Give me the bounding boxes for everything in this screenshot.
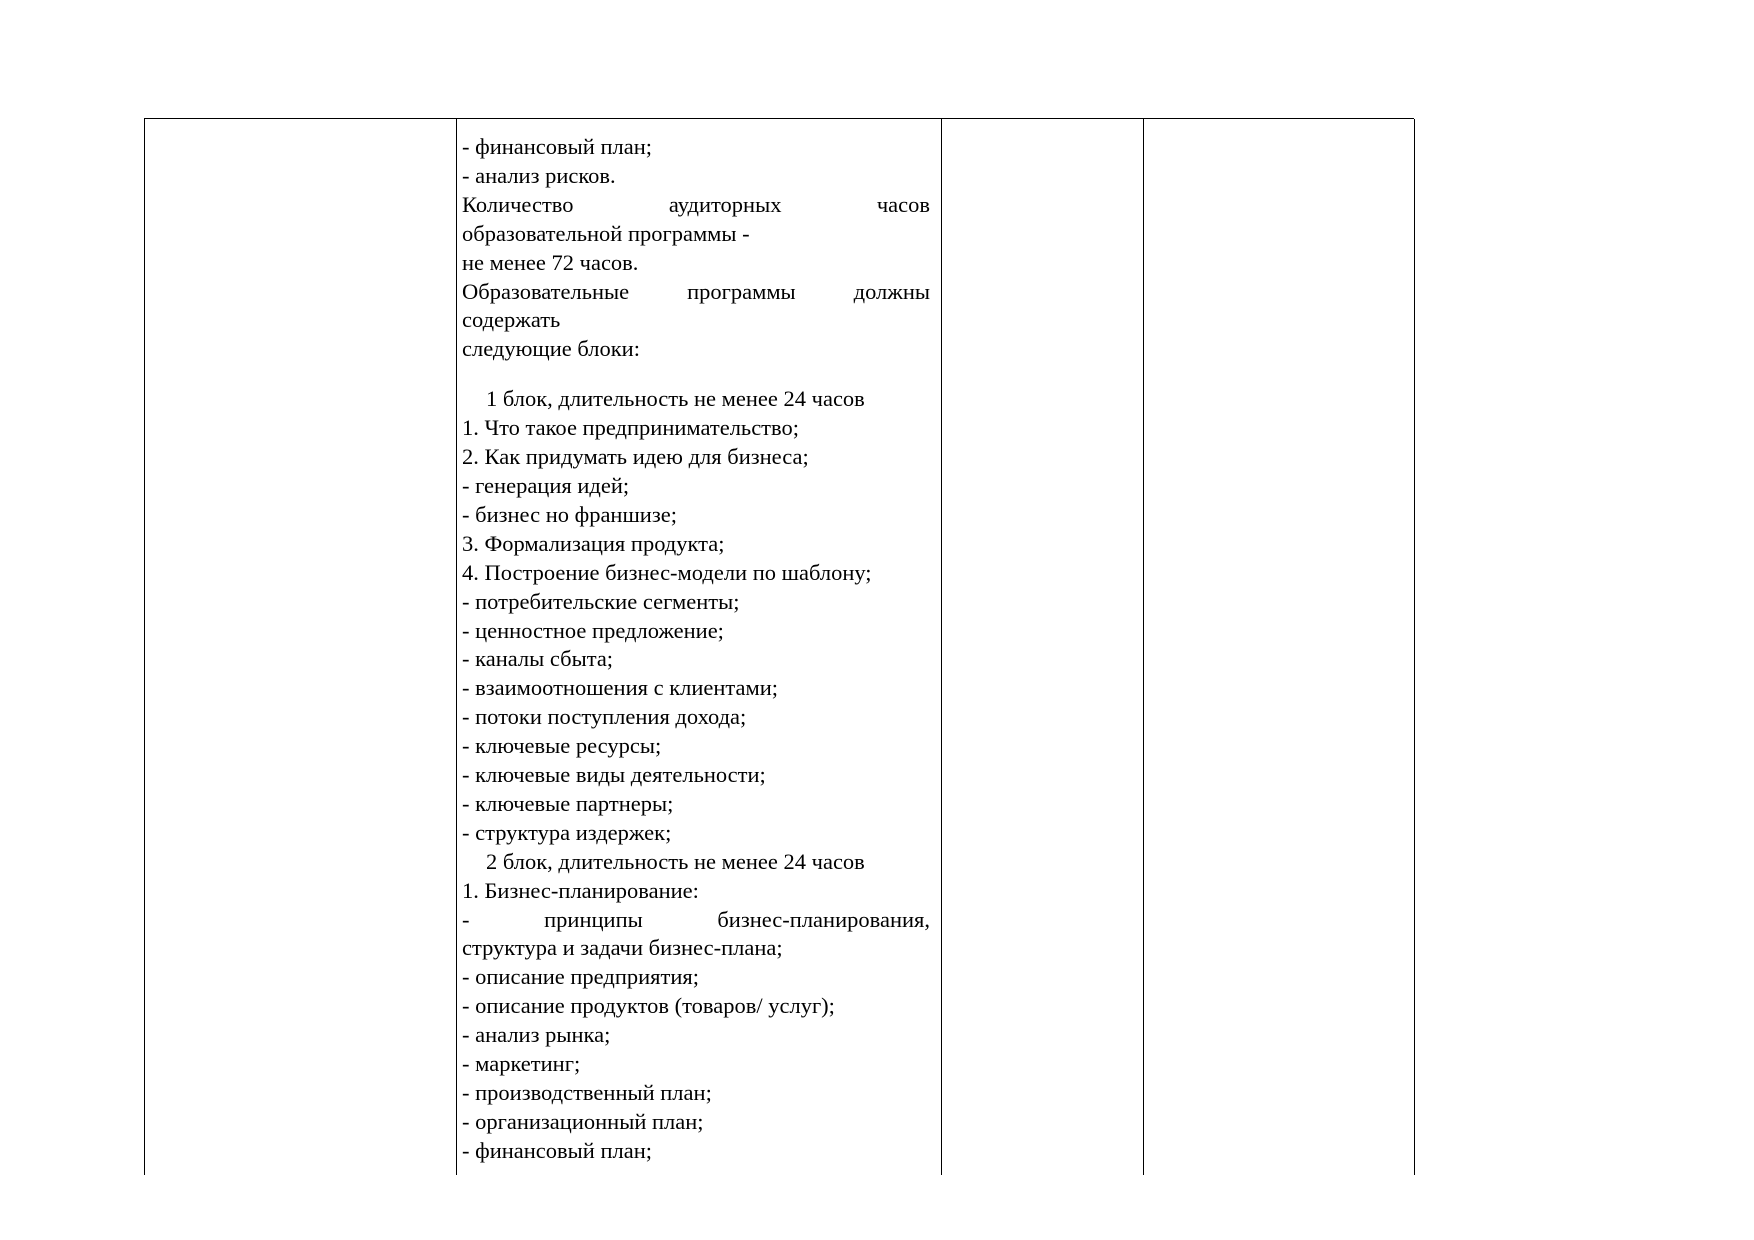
word: должны [853,278,930,304]
table-divider-3 [1143,119,1144,1175]
word: Образовательные [462,278,630,304]
principles-line1 [462,906,930,935]
paragraph-gap [462,364,930,385]
list-item: - производственный план; [462,1080,712,1105]
text-line: - анализ рисков. [462,162,616,188]
table-border-right [1414,119,1415,1175]
list-item: - организационный план; [462,1108,704,1134]
list-item: - описание предприятия; [462,964,699,990]
word: часов [876,191,930,217]
list-item: - бизнес но франшизе; [462,501,677,527]
list-item: - финансовый план; [462,1137,652,1163]
document-table [144,118,1414,1175]
list-item: - потребительские сегменты; [462,588,740,614]
list-item: - структура издержек; [462,819,672,845]
list-item: - анализ рынка; [462,1022,611,1048]
text-line: - финансовый план; [462,134,652,159]
text-line: структура и задачи бизнес-плана; [462,935,783,961]
list-item: 1. Что такое предпринимательство; [462,415,799,441]
word: - [462,906,470,932]
list-item: - каналы сбыта; [462,646,614,672]
word: программы [687,278,796,304]
hours-paragraph-line1 [462,191,930,220]
table-divider-1 [456,119,457,1175]
list-item: 1. Бизнес-планирование: [462,877,699,903]
word: аудиторных [668,191,782,217]
block1-heading: 1 блок, длительность не менее 24 часов [486,386,865,412]
list-item: 4. Построение бизнес-модели по шаблону; [462,559,872,585]
list-item: - ключевые ресурсы; [462,733,662,759]
list-item: - описание продуктов (товаров/ услуг); [462,993,835,1019]
list-item: - генерация идей; [462,472,630,498]
list-item: - ценностное предложение; [462,617,724,643]
blocks-paragraph-line1 [462,278,930,307]
table-border-left [144,119,145,1175]
list-item: 2. Как придумать идею для бизнеса; [462,444,809,470]
list-item: - взаимоотношения с клиентами; [462,675,779,701]
word: принципы [544,906,643,932]
word: бизнес-планирования, [717,906,930,932]
block2-heading: 2 блок, длительность не менее 24 часов [486,848,865,874]
list-item: - маркетинг; [462,1051,581,1077]
text-line: следующие блоки: [462,336,640,362]
table-divider-2 [941,119,942,1175]
text-line: содержать [462,307,561,333]
text-line: не менее 72 часов. [462,249,639,275]
text-line: образовательной программы - [462,220,750,246]
program-content-cell [462,133,930,1166]
list-item: - ключевые виды деятельности; [462,762,766,788]
list-item: 3. Формализация продукта; [462,530,725,556]
list-item: - потоки поступления дохода; [462,704,747,730]
word: Количество [462,191,574,217]
list-item: - ключевые партнеры; [462,790,674,816]
